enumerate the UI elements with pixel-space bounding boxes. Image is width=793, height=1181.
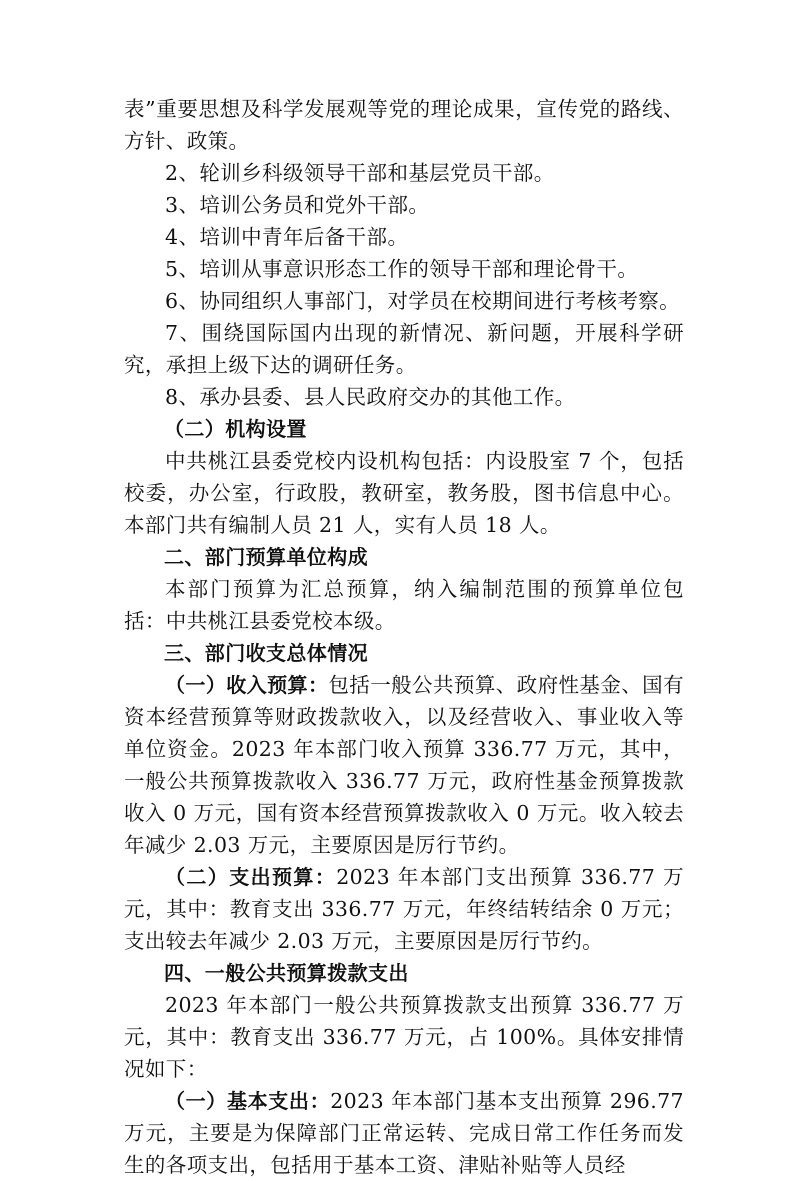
paragraph-basic-expense [124,1085,684,1181]
income-text: 包括一般公共预算、政府性基金、国有资本经营预算等财政拨款收入，以及经营收入、事业收入等单位资金。2023 年本部门收入预算 336.77 万元，其中，一般公共预算拨款收入 336.77 万元，政府性基金预算拨款收入 0 万元，国有资本经营预算拨款收入 0 万元。收入较去年减少 2.03 万元，主要原因是厉行节约。 [124,673,684,857]
list-item-7: 7、围绕国际国内出现的新情况、新问题，开展科学研究，承担上级下达的调研任务。 [124,321,684,377]
paragraph-general-budget: 2023 年本部门一般公共预算拨款支出预算 336.77 万元，其中：教育支出 336.77 万元，占 100%。具体安排情况如下： [124,993,684,1081]
heading-income-expense: 三、部门收支总体情况 [164,641,368,665]
list-item-4: 4、培训中青年后备干部。 [165,225,409,249]
paragraph-expense [124,861,684,957]
expense-text: 2023 年本部门支出预算 336.77 万元，其中：教育支出 336.77 万元，年终结转结余 0 万元；支出较去年减少 2.03 万元，主要原因是厉行节约。 [124,865,685,953]
basic-expense-label: （一）基本支出： [165,1089,331,1113]
heading-organization: （二）机构设置 [164,417,307,441]
paragraph-theory: 表”重要思想及科学发展观等党的理论成果，宣传党的路线、方针、政策。 [124,97,684,153]
paragraph-organization: 中共桃江县委党校内设机构包括：内设股室 7 个，包括校委，办公室，行政股，教研室，教务股，图书信息中心。本部门共有编制人员 21 人，实有人员 18 人。 [124,449,684,537]
list-item-3: 3、培训公务员和党外干部。 [165,193,430,217]
list-item-5: 5、培训从事意识形态工作的领导干部和理论骨干。 [165,257,639,281]
heading-budget-units: 二、部门预算单位构成 [164,545,368,569]
income-label: （一）收入预算： [165,673,329,697]
document-body [124,93,684,1181]
list-item-2: 2、轮训乡科级领导干部和基层党员干部。 [165,161,555,185]
basic-expense-text: 2023 年本部门基本支出预算 296.77 万元，主要是为保障部门正常运转、完成日常工作任务而发生的各项支出，包括用于基本工资、津贴补贴等人员经 [124,1089,685,1177]
heading-general-budget: 四、一般公共预算拨款支出 [164,961,409,985]
expense-label: （二）支出预算： [165,865,337,889]
list-item-6: 6、协同组织人事部门，对学员在校期间进行考核考察。 [165,289,681,313]
paragraph-budget-units: 本部门预算为汇总预算，纳入编制范围的预算单位包括：中共桃江县委党校本级。 [124,577,684,633]
list-item-8: 8、承办县委、县人民政府交办的其他工作。 [165,385,576,409]
paragraph-income [124,669,684,861]
